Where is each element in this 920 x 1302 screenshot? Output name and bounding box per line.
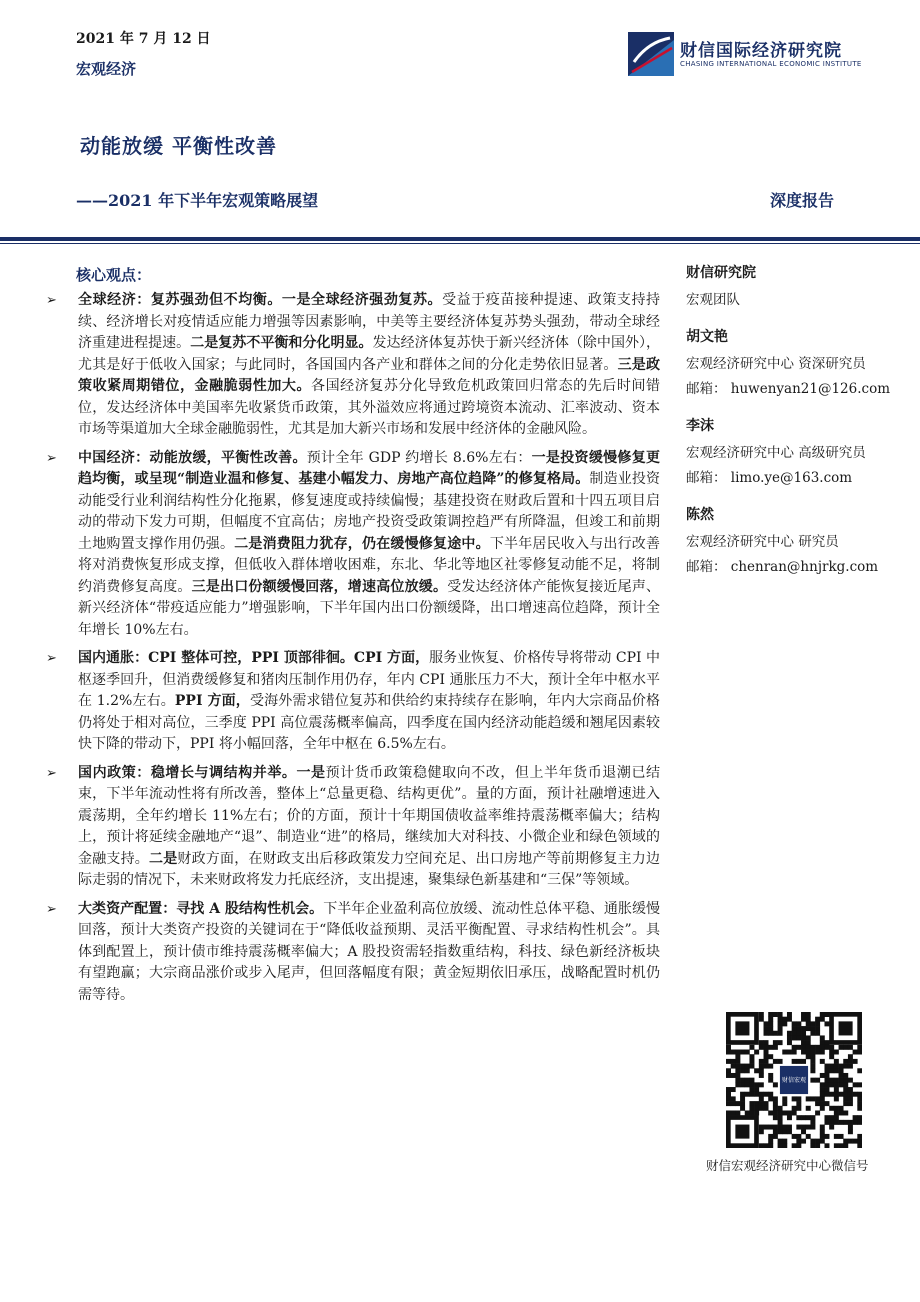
point-text: 下半年居民收入与出行改善将对消费恢复形成支撑，但低收入群体增收困难，东北、华北等地区社零修复动能不足，将制约消费修复高度。: [78, 535, 661, 595]
core-point: [40, 448, 660, 642]
core-point: [40, 290, 660, 441]
point-emphasis: 中国经济：动能放缓，平衡性改善。: [78, 449, 307, 466]
point-emphasis: PPI 方面，: [174, 693, 250, 709]
analyst-name: 胡文艳: [686, 329, 728, 345]
header-divider-thin: [0, 243, 920, 244]
report-subtitle: ——2021 年下半年宏观策略展望: [76, 191, 319, 210]
analyst-card: [686, 415, 906, 486]
analyst-role: 宏观经济研究中心 研究员: [686, 534, 839, 550]
bullet-arrow-icon: ➢: [46, 293, 57, 308]
point-emphasis: 一是投资缓慢修复更趋均衡，或呈现“制造业温和修复、基建小幅发力、房地产高位趋降”的修复格局。: [78, 449, 661, 487]
core-points-list: [40, 290, 660, 1013]
core-point: [40, 899, 660, 1007]
point-text: 各国经济复苏分化导致危机政策回归常态的先后时间错位，发达经济体中美国率先收紧货币政策，其外溢效应将通过跨境资本流动、汇率波动、资本市场等渠道加大全球金融脆弱性，尤其是加大新兴市场和发展中经济体的金融风险。: [78, 378, 661, 437]
report-date: 2021 年 7 月 12 日: [76, 31, 211, 47]
point-text: 预计全年 GDP 约增长 8.6%左右：: [306, 449, 532, 466]
bullet-arrow-icon: ➢: [46, 651, 57, 666]
point-emphasis: 二是复苏不平衡和分化明显。: [190, 335, 373, 351]
point-emphasis: 二是: [149, 850, 178, 867]
point-text: 受海外需求错位复苏和供给约束持续存在影响，年内大宗商品价格仍将处于相对高位，三季度 PPI 高位震荡概率偏高，四季度在国内经济动能趋缓和翘尾因素较快下降的带动下，PPI 将小幅回落，全年中枢在 6.5%左右。: [78, 693, 660, 752]
point-text: 财政方面，在财政支出后移政策发力空间充足、出口房地产等前期修复主力边际走弱的情况下，未来财政将发力托底经济，支出提速，聚集绿色新基建和“三保”等领域。: [78, 850, 661, 888]
point-text: 受益于疫苗接种提速、政策支持持续、经济增长对疫情适应能力增强等因素影响，中美等主要经济体复苏势头强劲，带动全球经济重建进程提速。: [78, 292, 661, 351]
point-text: 服务业恢复、价格传导将带动 CPI 中枢逐季回升，但消费缓修复和猪肉压制作用仍存，年内 CPI 通胀压力不大，预计全年中枢水平在 1.2%左右。: [78, 650, 660, 709]
analyst-name: 陈然: [686, 507, 714, 523]
point-text: 发达经济体复苏快于新兴经济体（除中国外），尤其是好于低收入国家；与此同时，各国国内各产业和群体之间的分化走势依旧显著。: [78, 335, 661, 373]
logo-name-en: CHASING INTERNATIONAL ECONOMIC INSTITUTE: [680, 60, 862, 68]
point-emphasis: 国内政策：稳增长与调结构并举。一是: [78, 764, 326, 781]
qr-center-label: 财信宏观: [781, 1076, 807, 1084]
sidebar-org: 财信研究院: [686, 265, 756, 281]
report-category: 宏观经济: [76, 60, 137, 78]
qr-caption: 财信宏观经济研究中心微信号: [706, 1158, 869, 1173]
core-point: [40, 648, 660, 756]
point-text: 制造业投资动能受行业利润结构性分化拖累，修复速度或持续偏慢；基建投资在财政后置和十四五项目启动的带动下发力可期，但幅度不宜高估；房地产投资受政策调控趋严有所降温，但竣工和前期土地购置支撑作用仍强。: [78, 471, 660, 552]
point-text: 预计货币政策稳健取向不改，但上半年货币退潮已结束，下半年流动性将有所改善，整体上“总量更稳、结构更优”。量的方面，预计社融增速进入震荡期，全年约增长 11%左右；价的方面，预计十年期国债收益率维持震荡概率偏大；结构上，预计将延续金融地产“退”、制造业“进”的格局，继续加大对科技、小微企业和绿色领域的金融支持。: [78, 764, 661, 867]
analyst-email[interactable]: 邮箱： limo.ye@163.com: [686, 470, 853, 486]
analyst-email[interactable]: 邮箱： huwenyan21@126.com: [686, 381, 891, 397]
point-text: 受发达经济体产能恢复接近尾声、新兴经济体“带疫适应能力”增强影响，下半年国内出口份额缓降，出口增速高位趋降，预计全年增长 10%左右。: [78, 578, 661, 638]
point-text: 下半年企业盈利高位放缓、流动性总体平稳、通胀缓慢回落，预计大类资产投资的关键词在于“降低收益预期、灵活平衡配置、寻求结构性机会”。具体到配置上，预计债市维持震荡概率偏大；A 股投资需轻指数重结构，科技、绿色新经济板块有望跑赢；大宗商品涨价或步入尾声，但回落幅度有限；黄金短期依旧承压，战略配置时机仍需等待。: [78, 900, 661, 1003]
core-point: [40, 763, 660, 892]
analyst-role: 宏观经济研究中心 资深研究员: [686, 356, 866, 372]
bullet-arrow-icon: ➢: [46, 901, 57, 917]
point-emphasis: 国内通胀：CPI 整体可控，PPI 顶部徘徊。CPI 方面，: [78, 650, 430, 666]
institute-logo-icon: [628, 32, 674, 76]
report-title: 动能放缓 平衡性改善: [80, 134, 277, 158]
bullet-arrow-icon: ➢: [46, 450, 57, 466]
point-emphasis: 二是消费阻力犹存，仍在缓慢修复途中。: [234, 535, 490, 552]
point-emphasis: 三是出口份额缓慢回落，增速高位放缓。: [191, 578, 448, 595]
analyst-card: [686, 326, 906, 397]
sidebar-team: 宏观团队: [686, 292, 740, 308]
core-views-heading: 核心观点：: [76, 266, 152, 284]
institute-logo: [628, 32, 878, 76]
wechat-qr-code[interactable]: [726, 1012, 862, 1148]
analyst-name: 李沫: [686, 418, 714, 434]
bullet-arrow-icon: ➢: [46, 765, 57, 781]
author-sidebar: [686, 262, 906, 593]
point-emphasis: 大类资产配置：寻找 A 股结构性机会。: [78, 900, 324, 917]
analyst-email[interactable]: 邮箱： chenran@hnjrkg.com: [686, 559, 879, 575]
report-type: 深度报告: [770, 191, 835, 210]
point-emphasis: 三是政策收紧周期错位，金融脆弱性加大。: [78, 356, 661, 394]
header-divider-thick: [0, 237, 920, 241]
point-emphasis: 全球经济：复苏强劲但不均衡。一是全球经济强劲复苏。: [78, 292, 443, 308]
analyst-role: 宏观经济研究中心 高级研究员: [686, 445, 866, 461]
qr-code-icon: [726, 1012, 862, 1148]
analyst-card: [686, 504, 906, 575]
logo-name-cn: 财信国际经济研究院: [680, 41, 842, 61]
